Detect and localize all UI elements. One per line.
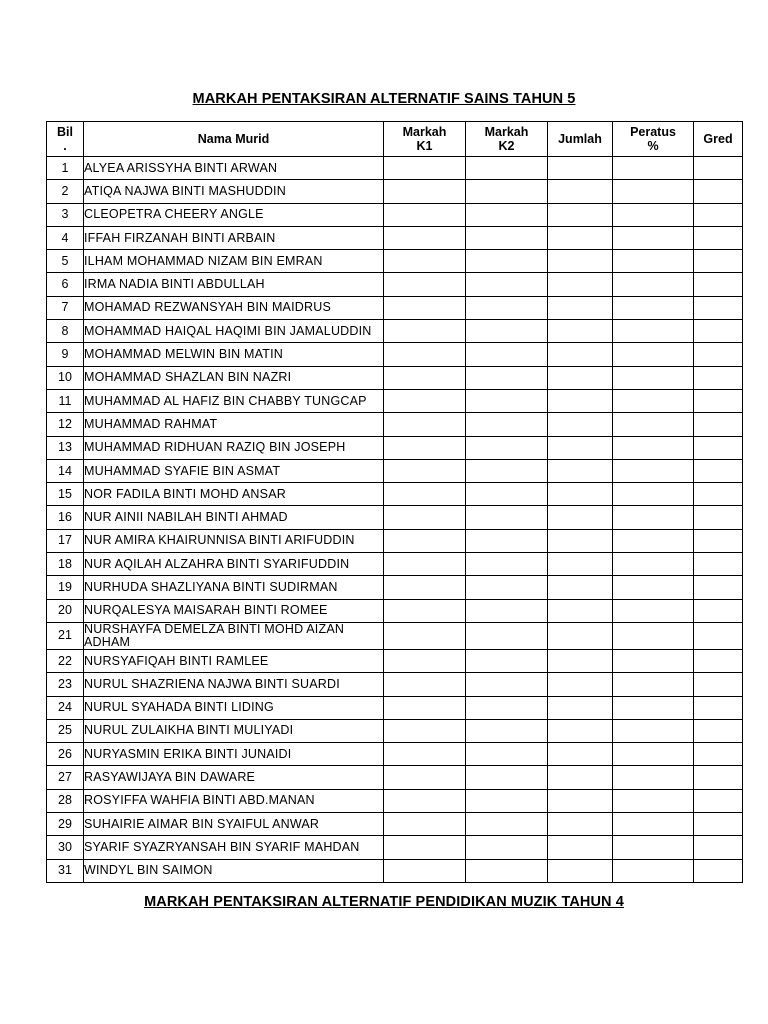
cell-bil: 22 [47,649,84,672]
cell-gred[interactable] [694,529,743,552]
cell-gred[interactable] [694,459,743,482]
table-row [47,766,743,789]
cell-bil: 14 [47,459,84,482]
cell-bil: 6 [47,273,84,296]
cell-gred[interactable] [694,673,743,696]
cell-markah-k1[interactable] [384,813,466,836]
cell-markah-k1[interactable] [384,743,466,766]
cell-jumlah[interactable] [548,226,613,249]
cell-nama-murid: MUHAMMAD AL HAFIZ BIN CHABBY TUNGCAP [84,389,384,412]
cell-bil: 2 [47,180,84,203]
cell-nama-murid: NURHUDA SHAZLIYANA BINTI SUDIRMAN [84,576,384,599]
cell-peratus[interactable] [613,320,694,343]
cell-peratus[interactable] [613,553,694,576]
table-row [47,389,743,412]
table-row [47,673,743,696]
cell-gred[interactable] [694,203,743,226]
cell-gred[interactable] [694,622,743,649]
cell-jumlah[interactable] [548,459,613,482]
cell-gred[interactable] [694,296,743,319]
cell-jumlah[interactable] [548,436,613,459]
table-row [47,226,743,249]
cell-nama-murid: ALYEA ARISSYHA BINTI ARWAN [84,157,384,180]
cell-gred[interactable] [694,413,743,436]
cell-markah-k2[interactable] [466,366,548,389]
cell-markah-k1[interactable] [384,296,466,319]
cell-jumlah[interactable] [548,789,613,812]
cell-peratus[interactable] [613,250,694,273]
header-peratus-label: Peratus % [630,125,676,153]
cell-nama-murid: NURUL ZULAIKHA BINTI MULIYADI [84,719,384,742]
cell-nama-murid: NOR FADILA BINTI MOHD ANSAR [84,483,384,506]
cell-nama-murid: NURQALESYA MAISARAH BINTI ROMEE [84,599,384,622]
cell-bil: 31 [47,859,84,882]
cell-peratus[interactable] [613,836,694,859]
cell-markah-k1[interactable] [384,180,466,203]
header-peratus [613,122,694,157]
cell-bil: 13 [47,436,84,459]
cell-markah-k2[interactable] [466,766,548,789]
cell-bil: 3 [47,203,84,226]
cell-jumlah[interactable] [548,157,613,180]
cell-markah-k1[interactable] [384,599,466,622]
cell-markah-k1[interactable] [384,859,466,882]
cell-gred[interactable] [694,320,743,343]
cell-markah-k2[interactable] [466,180,548,203]
cell-markah-k1[interactable] [384,789,466,812]
table-row [47,157,743,180]
cell-gred[interactable] [694,836,743,859]
cell-peratus[interactable] [613,506,694,529]
cell-peratus[interactable] [613,203,694,226]
table-row [47,743,743,766]
cell-markah-k1[interactable] [384,576,466,599]
cell-peratus[interactable] [613,622,694,649]
table-row [47,506,743,529]
cell-bil: 4 [47,226,84,249]
cell-peratus[interactable] [613,343,694,366]
cell-peratus[interactable] [613,273,694,296]
cell-markah-k2[interactable] [466,599,548,622]
cell-nama-murid: IFFAH FIRZANAH BINTI ARBAIN [84,226,384,249]
cell-jumlah[interactable] [548,599,613,622]
cell-markah-k1[interactable] [384,529,466,552]
cell-markah-k2[interactable] [466,622,548,649]
cell-markah-k2[interactable] [466,506,548,529]
header-markah-k1 [384,122,466,157]
cell-nama-murid: NURSYAFIQAH BINTI RAMLEE [84,649,384,672]
cell-peratus[interactable] [613,459,694,482]
table-row [47,859,743,882]
cell-markah-k1[interactable] [384,719,466,742]
cell-peratus[interactable] [613,413,694,436]
cell-markah-k2[interactable] [466,553,548,576]
cell-gred[interactable] [694,180,743,203]
cell-markah-k2[interactable] [466,813,548,836]
cell-peratus[interactable] [613,529,694,552]
cell-markah-k1[interactable] [384,343,466,366]
cell-markah-k1[interactable] [384,157,466,180]
cell-jumlah[interactable] [548,836,613,859]
cell-peratus[interactable] [613,157,694,180]
cell-gred[interactable] [694,859,743,882]
cell-bil: 1 [47,157,84,180]
cell-gred[interactable] [694,157,743,180]
cell-markah-k1[interactable] [384,320,466,343]
cell-bil: 19 [47,576,84,599]
cell-jumlah[interactable] [548,743,613,766]
cell-jumlah[interactable] [548,320,613,343]
cell-markah-k2[interactable] [466,436,548,459]
cell-markah-k1[interactable] [384,273,466,296]
cell-peratus[interactable] [613,649,694,672]
table-row [47,366,743,389]
cell-markah-k1[interactable] [384,436,466,459]
header-nama-murid: Nama Murid [84,122,384,157]
cell-nama-murid: NURYASMIN ERIKA BINTI JUNAIDI [84,743,384,766]
table-row [47,250,743,273]
cell-gred[interactable] [694,766,743,789]
cell-peratus[interactable] [613,813,694,836]
table-row [47,413,743,436]
cell-peratus[interactable] [613,576,694,599]
cell-gred[interactable] [694,389,743,412]
cell-markah-k2[interactable] [466,789,548,812]
cell-markah-k1[interactable] [384,459,466,482]
cell-gred[interactable] [694,273,743,296]
cell-nama-murid: ATIQA NAJWA BINTI MASHUDDIN [84,180,384,203]
cell-nama-murid: MOHAMMAD HAIQAL HAQIMI BIN JAMALUDDIN [84,320,384,343]
header-gred: Gred [694,122,743,157]
table-row [47,343,743,366]
table-row [47,813,743,836]
cell-peratus[interactable] [613,673,694,696]
cell-markah-k2[interactable] [466,157,548,180]
cell-markah-k2[interactable] [466,389,548,412]
cell-markah-k1[interactable] [384,203,466,226]
table-row [47,320,743,343]
cell-gred[interactable] [694,789,743,812]
cell-jumlah[interactable] [548,859,613,882]
cell-nama-murid: ROSYIFFA WAHFIA BINTI ABD.MANAN [84,789,384,812]
table-body [47,157,743,883]
header-markah-k2 [466,122,548,157]
table-row [47,180,743,203]
table-row [47,483,743,506]
cell-markah-k2[interactable] [466,529,548,552]
cell-gred[interactable] [694,250,743,273]
cell-jumlah[interactable] [548,506,613,529]
cell-nama-murid: WINDYL BIN SAIMON [84,859,384,882]
cell-nama-murid: RASYAWIJAYA BIN DAWARE [84,766,384,789]
cell-markah-k1[interactable] [384,226,466,249]
cell-peratus[interactable] [613,436,694,459]
cell-gred[interactable] [694,343,743,366]
cell-jumlah[interactable] [548,389,613,412]
cell-jumlah[interactable] [548,813,613,836]
header-row [47,122,743,157]
cell-jumlah[interactable] [548,649,613,672]
cell-markah-k2[interactable] [466,226,548,249]
cell-markah-k1[interactable] [384,649,466,672]
cell-markah-k1[interactable] [384,696,466,719]
cell-markah-k2[interactable] [466,859,548,882]
cell-gred[interactable] [694,506,743,529]
cell-bil: 16 [47,506,84,529]
cell-markah-k1[interactable] [384,250,466,273]
cell-markah-k1[interactable] [384,673,466,696]
header-markah-k2-label: Markah K2 [484,125,529,153]
table-row [47,836,743,859]
table-row [47,622,743,649]
cell-jumlah[interactable] [548,250,613,273]
cell-markah-k2[interactable] [466,696,548,719]
cell-nama-murid: NURUL SHAZRIENA NAJWA BINTI SUARDI [84,673,384,696]
cell-jumlah[interactable] [548,696,613,719]
page-title-muzik: MARKAH PENTAKSIRAN ALTERNATIF PENDIDIKAN MUZIK TAHUN 4 [144,894,624,910]
cell-jumlah[interactable] [548,180,613,203]
cell-gred[interactable] [694,719,743,742]
cell-peratus[interactable] [613,719,694,742]
cell-markah-k1[interactable] [384,483,466,506]
cell-markah-k2[interactable] [466,296,548,319]
table-row [47,553,743,576]
cell-markah-k1[interactable] [384,389,466,412]
cell-bil: 20 [47,599,84,622]
cell-nama-murid: ILHAM MOHAMMAD NIZAM BIN EMRAN [84,250,384,273]
cell-markah-k2[interactable] [466,273,548,296]
table-row [47,296,743,319]
cell-bil: 24 [47,696,84,719]
cell-nama-murid: MOHAMMAD MELWIN BIN MATIN [84,343,384,366]
cell-markah-k1[interactable] [384,366,466,389]
cell-markah-k2[interactable] [466,743,548,766]
cell-bil: 30 [47,836,84,859]
marks-table [46,121,743,883]
cell-bil: 28 [47,789,84,812]
cell-markah-k1[interactable] [384,836,466,859]
table-row [47,599,743,622]
cell-bil: 8 [47,320,84,343]
table-row [47,529,743,552]
cell-markah-k2[interactable] [466,343,548,366]
table-row [47,649,743,672]
cell-gred[interactable] [694,226,743,249]
cell-bil: 10 [47,366,84,389]
header-bil [47,122,84,157]
cell-peratus[interactable] [613,766,694,789]
cell-jumlah[interactable] [548,203,613,226]
cell-markah-k2[interactable] [466,320,548,343]
header-markah-k1-label: Markah K1 [402,125,447,153]
cell-bil: 25 [47,719,84,742]
table-row [47,459,743,482]
table-row [47,719,743,742]
cell-bil: 18 [47,553,84,576]
cell-markah-k2[interactable] [466,576,548,599]
cell-peratus[interactable] [613,483,694,506]
cell-gred[interactable] [694,436,743,459]
cell-nama-murid: IRMA NADIA BINTI ABDULLAH [84,273,384,296]
cell-peratus[interactable] [613,366,694,389]
cell-bil: 23 [47,673,84,696]
cell-jumlah[interactable] [548,553,613,576]
cell-markah-k2[interactable] [466,719,548,742]
cell-jumlah[interactable] [548,483,613,506]
cell-bil: 5 [47,250,84,273]
cell-peratus[interactable] [613,859,694,882]
cell-gred[interactable] [694,649,743,672]
cell-markah-k2[interactable] [466,459,548,482]
cell-markah-k2[interactable] [466,413,548,436]
cell-jumlah[interactable] [548,622,613,649]
cell-markah-k2[interactable] [466,483,548,506]
table-row [47,273,743,296]
cell-gred[interactable] [694,813,743,836]
cell-nama-murid: MUHAMMAD RIDHUAN RAZIQ BIN JOSEPH [84,436,384,459]
cell-nama-murid: SUHAIRIE AIMAR BIN SYAIFUL ANWAR [84,813,384,836]
cell-gred[interactable] [694,576,743,599]
cell-nama-murid: NURSHAYFA DEMELZA BINTI MOHD AIZAN ADHAM [84,622,384,649]
cell-nama-murid: CLEOPETRA CHEERY ANGLE [84,203,384,226]
cell-nama-murid: NUR AMIRA KHAIRUNNISA BINTI ARIFUDDIN [84,529,384,552]
cell-jumlah[interactable] [548,413,613,436]
cell-jumlah[interactable] [548,296,613,319]
cell-gred[interactable] [694,599,743,622]
cell-bil: 17 [47,529,84,552]
cell-nama-murid: NUR AINII NABILAH BINTI AHMAD [84,506,384,529]
cell-gred[interactable] [694,483,743,506]
cell-markah-k1[interactable] [384,766,466,789]
cell-peratus[interactable] [613,599,694,622]
cell-nama-murid: NUR AQILAH ALZAHRA BINTI SYARIFUDDIN [84,553,384,576]
cell-bil: 26 [47,743,84,766]
cell-bil: 12 [47,413,84,436]
cell-markah-k1[interactable] [384,413,466,436]
cell-markah-k2[interactable] [466,836,548,859]
cell-markah-k1[interactable] [384,553,466,576]
cell-nama-murid: SYARIF SYAZRYANSAH BIN SYARIF MAHDAN [84,836,384,859]
cell-nama-murid: NURUL SYAHADA BINTI LIDING [84,696,384,719]
cell-jumlah[interactable] [548,529,613,552]
cell-nama-murid: MUHAMMAD SYAFIE BIN ASMAT [84,459,384,482]
cell-jumlah[interactable] [548,719,613,742]
cell-markah-k2[interactable] [466,649,548,672]
cell-gred[interactable] [694,743,743,766]
table-row [47,203,743,226]
cell-gred[interactable] [694,696,743,719]
cell-bil: 9 [47,343,84,366]
cell-markah-k1[interactable] [384,506,466,529]
cell-peratus[interactable] [613,696,694,719]
cell-nama-murid: MOHAMAD REZWANSYAH BIN MAIDRUS [84,296,384,319]
cell-gred[interactable] [694,553,743,576]
cell-jumlah[interactable] [548,766,613,789]
cell-peratus[interactable] [613,180,694,203]
header-jumlah: Jumlah [548,122,613,157]
cell-peratus[interactable] [613,743,694,766]
table-row [47,789,743,812]
cell-bil: 21 [47,622,84,649]
cell-markah-k1[interactable] [384,622,466,649]
cell-nama-murid: MOHAMMAD SHAZLAN BIN NAZRI [84,366,384,389]
cell-markah-k2[interactable] [466,250,548,273]
table-row [47,576,743,599]
cell-bil: 15 [47,483,84,506]
cell-nama-murid: MUHAMMAD RAHMAT [84,413,384,436]
cell-bil: 29 [47,813,84,836]
table-row [47,436,743,459]
cell-jumlah[interactable] [548,366,613,389]
cell-jumlah[interactable] [548,673,613,696]
cell-jumlah[interactable] [548,343,613,366]
cell-peratus[interactable] [613,389,694,412]
cell-bil: 7 [47,296,84,319]
cell-peratus[interactable] [613,226,694,249]
table-row [47,696,743,719]
cell-jumlah[interactable] [548,273,613,296]
cell-jumlah[interactable] [548,576,613,599]
cell-bil: 11 [47,389,84,412]
cell-peratus[interactable] [613,296,694,319]
header-bil-label: Bil . [57,125,73,153]
cell-markah-k2[interactable] [466,673,548,696]
cell-peratus[interactable] [613,789,694,812]
page-title-sains: MARKAH PENTAKSIRAN ALTERNATIF SAINS TAHUN 5 [192,91,576,107]
cell-markah-k2[interactable] [466,203,548,226]
cell-bil: 27 [47,766,84,789]
cell-gred[interactable] [694,366,743,389]
